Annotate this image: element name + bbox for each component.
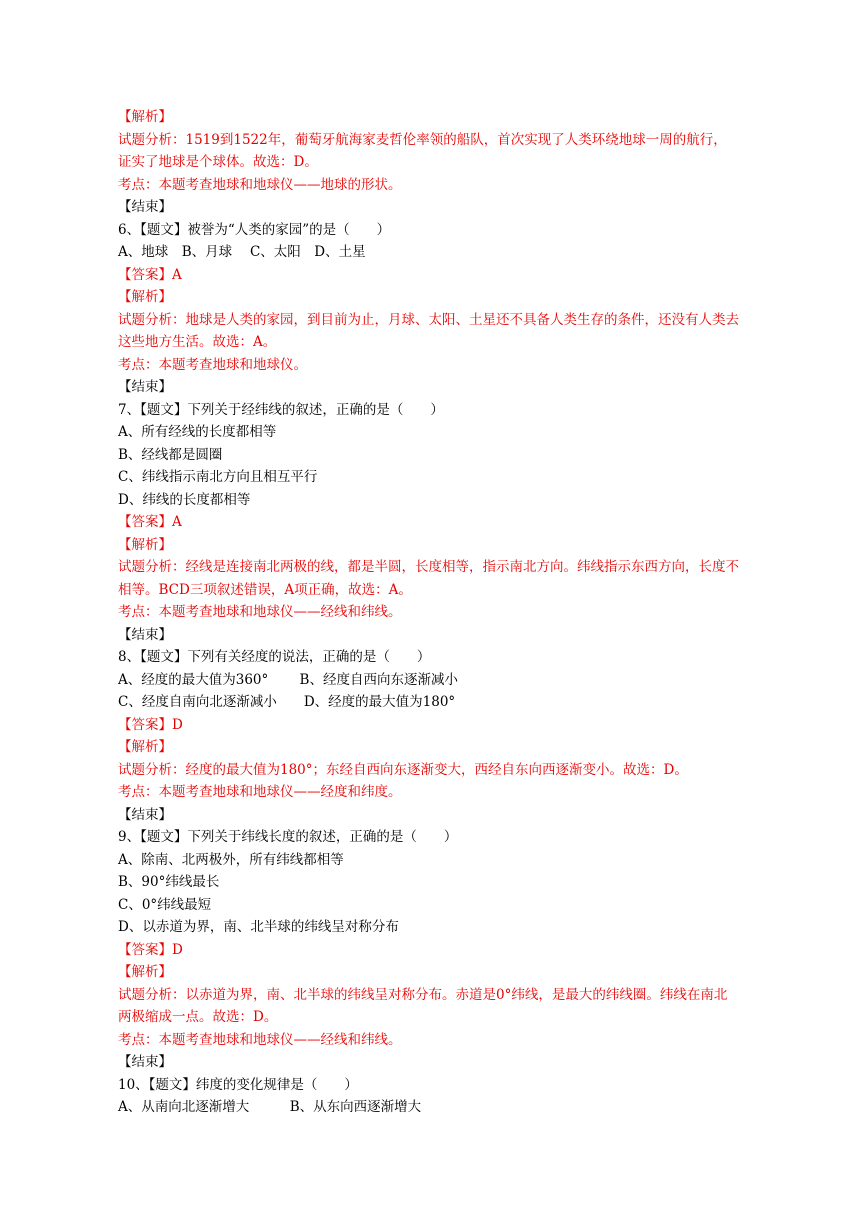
text-line: 考点：本题考查地球和地球仪——经线和纬线。	[118, 1031, 402, 1048]
text-line: 【结束】	[118, 626, 172, 643]
text-line: 【解析】	[118, 964, 172, 980]
text-line: C、经度自南向北逐渐减小 D、经度的最大值为180°	[118, 694, 456, 710]
text-line: A、除南、北两极外，所有纬线都相等	[118, 851, 344, 868]
text-line: 【结束】	[118, 1054, 172, 1070]
document-content	[118, 106, 740, 1119]
text-line: 试题分析：1519到1522年，葡萄牙航海家麦哲伦率领的船队，首次实现了人类环绕地球一周的航行，证实了地球是个球体。故选：D。	[118, 131, 727, 170]
text-line: 【答案】D	[118, 941, 183, 958]
text-line: 【答案】D	[118, 716, 183, 733]
text-line: 7、【题文】下列关于经纬线的叙述，正确的是（ ）	[118, 401, 444, 418]
text-line: 9、【题文】下列关于纬线长度的叙述，正确的是（ ）	[118, 829, 458, 845]
text-line: B、90°纬线最长	[118, 874, 220, 890]
text-line: 【解析】	[118, 536, 172, 553]
text-line: B、经线都是圆圈	[118, 446, 223, 463]
text-line: 试题分析：地球是人类的家园，到目前为止，月球、太阳、土星还不具备人类生存的条件，还没有人类去这些地方生活。故选：A。	[118, 311, 739, 350]
text-line: 6、【题文】被誉为“人类的家园”的是（ ）	[118, 221, 391, 238]
text-line: 考点：本题考查地球和地球仪——经线和纬线。	[118, 604, 402, 620]
text-line: C、0°纬线最短	[118, 896, 212, 913]
text-line: 试题分析：以赤道为界，南、北半球的纬线呈对称分布。赤道是0°纬线，是最大的纬线圈。纬线在南北两极缩成一点。故选：D。	[118, 986, 728, 1025]
text-line: 【解析】	[118, 289, 172, 305]
text-line: 【结束】	[118, 379, 172, 395]
text-line: 8、【题文】下列有关经度的说法，正确的是（ ）	[118, 649, 431, 665]
text-line: 【答案】A	[118, 514, 182, 530]
text-line: D、以赤道为界，南、北半球的纬线呈对称分布	[118, 919, 399, 935]
text-line: A、地球 B、月球 C、太阳 D、土星	[118, 244, 366, 260]
text-line: 考点：本题考查地球和地球仪。	[118, 356, 307, 373]
text-line: D、纬线的长度都相等	[118, 491, 251, 508]
text-line: A、经度的最大值为360° B、经度自西向东逐渐减小	[118, 671, 458, 688]
document-page	[118, 106, 740, 1119]
text-line: 【结束】	[118, 199, 172, 215]
text-line: 考点：本题考查地球和地球仪——地球的形状。	[118, 176, 402, 193]
text-line: 试题分析：经度的最大值为180°；东经自西向东逐渐变大，西经自东向西逐渐变小。故选：D。	[118, 761, 688, 778]
text-line: 试题分析：经线是连接南北两极的线，都是半圆，长度相等，指示南北方向。纬线指示东西方向，长度不相等。BCD三项叙述错误，A项正确，故选：A。	[118, 559, 739, 598]
text-line: 【结束】	[118, 806, 172, 823]
text-line: 【解析】	[118, 739, 172, 755]
text-line: A、所有经线的长度都相等	[118, 424, 277, 440]
text-line: A、从南向北逐渐增大 B、从东向西逐渐增大	[118, 1099, 422, 1115]
text-line: 考点：本题考查地球和地球仪——经度和纬度。	[118, 784, 402, 800]
text-line: C、纬线指示南北方向且相互平行	[118, 469, 318, 485]
text-line: 【答案】A	[118, 266, 182, 283]
text-line: 【解析】	[118, 109, 172, 125]
text-line: 10、【题文】纬度的变化规律是（ ）	[118, 1076, 358, 1093]
